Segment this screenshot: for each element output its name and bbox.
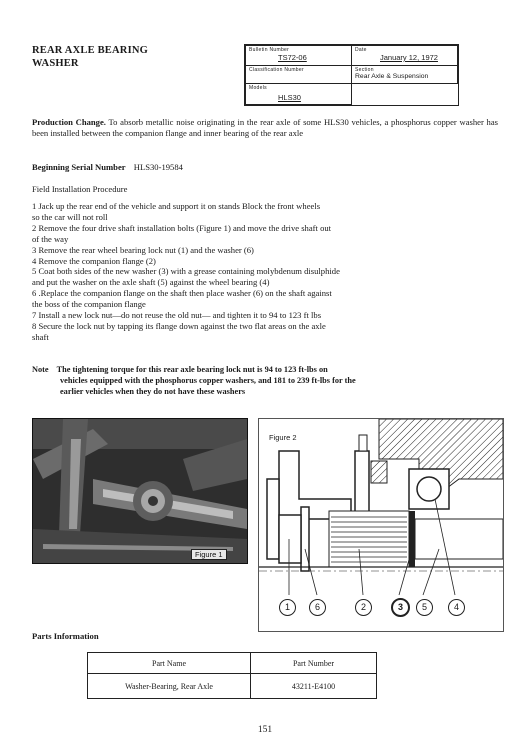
step-5-line-2: and put the washer on the axle shaft (5) against the wheel bearing (4) [32,277,270,288]
section-cell [351,65,458,84]
serial-number-value: HLS30-19584 [133,162,183,172]
step-1-line-2: so the car will not roll [32,211,108,222]
step-2-line-2: of the way [32,233,69,244]
note-line-2: vehicles equipped with the phosphorus copper washers, and 181 to 239 ft-lbs for the [60,376,356,385]
serial-number-line [32,162,498,173]
section-label: Section [355,67,374,73]
callout-3: 3 [391,597,410,617]
page-number: 151 [257,725,273,735]
step-1-line-1: 1 Jack up the rear end of the vehicle and support it on stands Block the front wheels [32,201,321,211]
step-7 [32,310,498,321]
figure-1-illustration [33,419,247,563]
step-8-line-2: shaft [32,331,49,342]
parts-table [87,652,377,699]
production-change-paragraph [32,117,498,139]
torque-note [32,364,498,397]
step-2 [32,223,498,245]
note-line-3: earlier vehicles when they do not have these washers [60,387,246,396]
step-4 [32,256,498,267]
procedure-title: Field Installation Procedure [32,184,128,194]
serial-number-label: Beginning Serial Number [32,162,126,172]
title-line-2: WASHER [32,58,79,69]
step-6 [32,288,498,310]
part-name-header: Part Name [88,653,251,674]
callout-2: 2 [355,597,372,616]
step-7-line-1: 7 Install a new lock nut—do not reuse the old nut— and tighten it to 94 to 123 ft lbs [32,310,322,321]
step-6-line-1: 6 .Replace the companion flange on the shaft then place washer (6) on the shaft against [32,288,332,299]
classification-cell [245,65,352,84]
part-name-cell: Washer-Bearing, Rear Axle [88,674,251,699]
callout-6: 6 [309,597,326,616]
models-cell [245,83,352,105]
figure-2-label: Figure 2 [269,433,297,442]
production-change-text: To absorb metallic noise originating in the rear axle of some HLS30 vehicles, a phosphorus copper washer has been installed between the companion flange and inner bearing of the rear axle [32,117,498,138]
parts-information-heading: Parts Information [32,631,99,641]
step-1 [32,201,498,223]
callout-5: 5 [416,597,433,616]
bulletin-info-box [244,44,459,106]
classification-label: Classification Number [249,67,304,73]
step-8 [32,321,498,343]
step-3 [32,245,498,256]
figure-1-label: Figure 1 [191,549,227,560]
step-5 [32,266,498,288]
step-2-line-1: 2 Remove the four drive shaft installation bolts (Figure 1) and move the drive shaft out [32,222,332,233]
title-line-1: REAR AXLE BEARING [32,45,149,56]
models-label: Models [249,85,267,91]
figure-1-photo [32,418,248,564]
date-value: January 12, 1972 [380,53,438,62]
note-label: Note [32,365,49,374]
step-8-line-1: 8 Secure the lock nut by tapping its flange down against the two flat areas on the axle [32,320,326,331]
models-value: HLS30 [278,93,301,102]
step-5-line-1: 5 Coat both sides of the new washer (3) with a grease containing molybdenum disulphide [32,266,340,277]
bulletin-number-value: TS72-06 [278,53,307,62]
document-title [32,44,222,70]
date-cell [351,45,458,66]
step-6-line-2: the boss of the companion flange [32,299,146,310]
part-number-cell: 43211-E4100 [251,674,377,699]
note-line-1: The tightening torque for this rear axle bearing lock nut is 94 to 123 ft-lbs on [56,365,328,374]
callout-1: 1 [279,597,296,616]
parts-table-header [88,653,377,674]
callout-4: 4 [448,597,465,616]
section-value: Rear Axle & Suspension [355,73,429,80]
step-4-line-1: 4 Remove the companion flange (2) [32,255,156,266]
figure-2-diagram [258,418,504,632]
table-row [88,674,377,699]
step-3-line-1: 3 Remove the rear wheel bearing lock nut (1) and the washer (6) [32,244,254,255]
date-label: Date [355,47,367,53]
bulletin-number-cell [245,45,352,66]
procedure-steps [32,201,498,343]
bulletin-number-label: Bulletin Number [249,47,290,53]
production-change-heading: Production Change. [32,117,106,127]
part-number-header: Part Number [251,653,377,674]
